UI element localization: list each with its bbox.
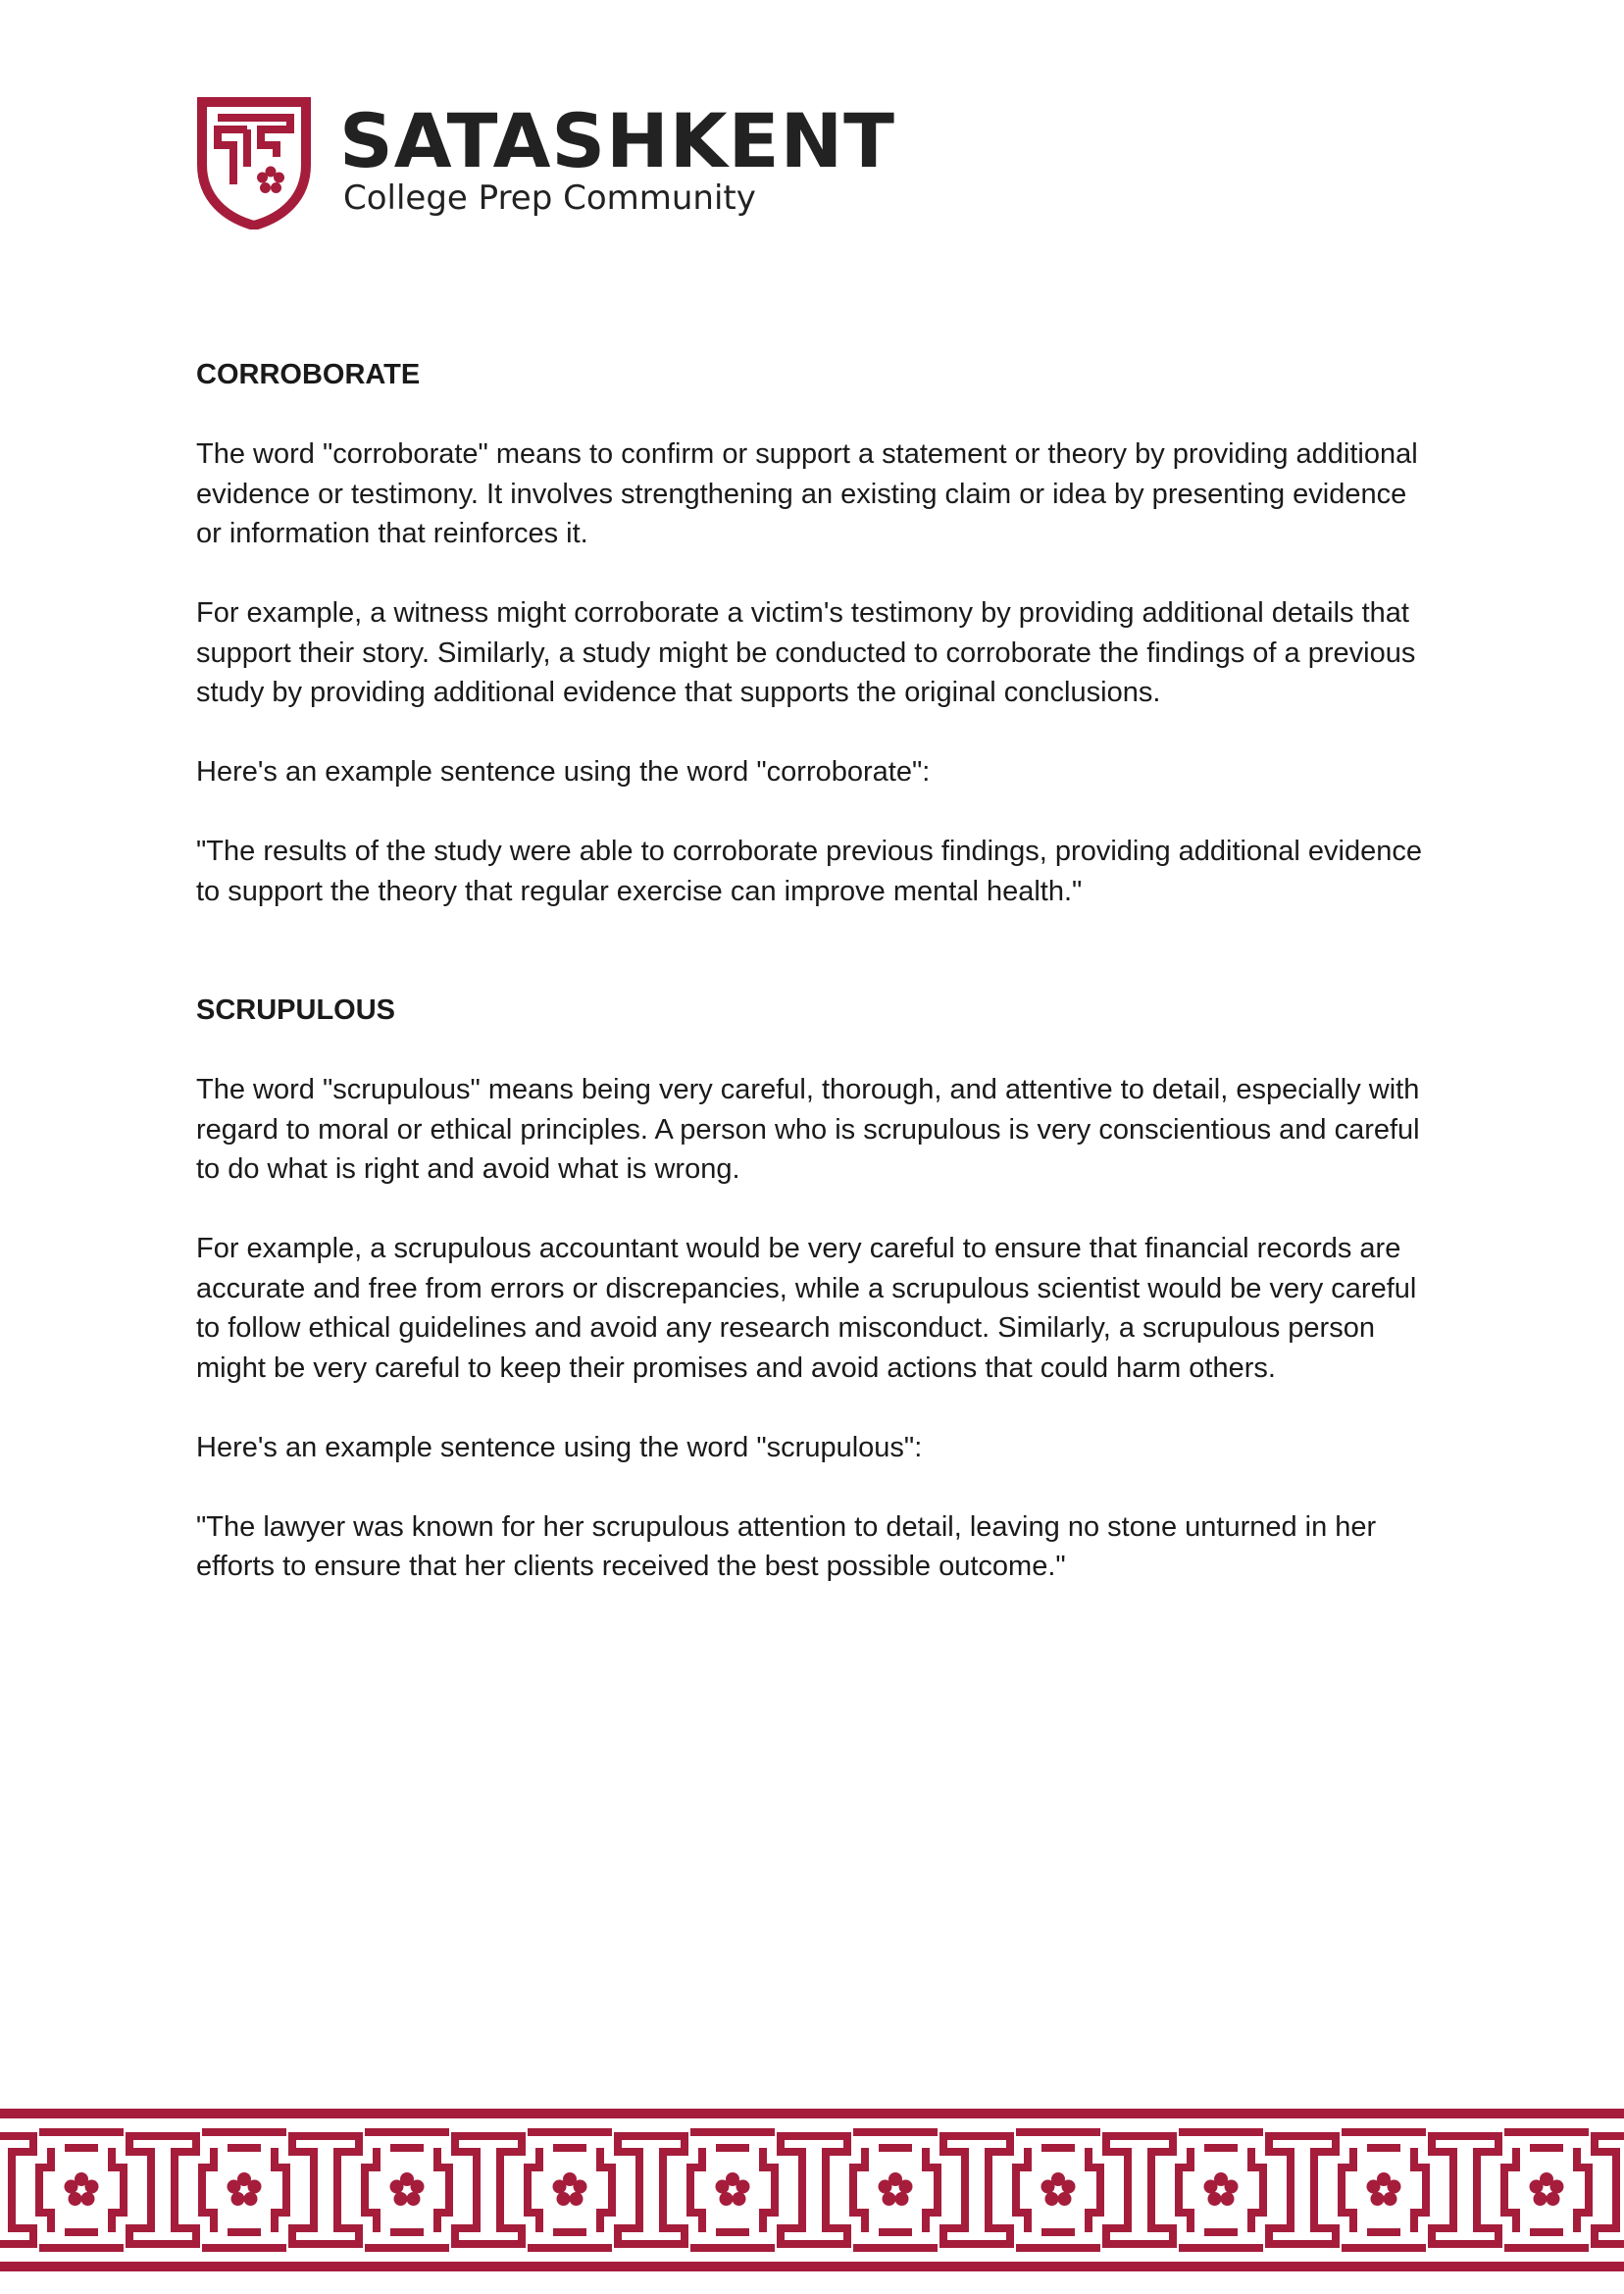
ornamental-border-icon: [0, 2109, 1624, 2271]
sentence-intro: Here's an example sentence using the word "corroborate":: [196, 756, 931, 788]
examples-paragraph: For example, a witness might corroborate a victim's testimony by providing additional details that support their story. Similarly, a study might be conducted to corroborate the findings of a previous study by providing additional evidence that supports the original conclusions.: [196, 597, 1416, 708]
entry-scrupulous: [196, 991, 1432, 1587]
definition-paragraph: The word "corroborate" means to confirm or support a statement or theory by providing additional evidence or testimony. It involves strengthening an existing claim or idea by presenting evidence or information that reinforces it.: [196, 438, 1418, 549]
sentence-intro: Here's an example sentence using the word "scrupulous":: [196, 1431, 923, 1463]
brand-name: SATASHKENT: [339, 97, 896, 184]
example-sentence: "The results of the study were able to corroborate previous findings, providing additional evidence to support the theory that regular exercise can improve mental health.": [196, 836, 1422, 907]
term-heading: SCRUPULOUS: [196, 994, 396, 1026]
brand-subtitle: College Prep Community: [343, 178, 756, 218]
term-heading: CORROBORATE: [196, 359, 421, 390]
example-sentence: "The lawyer was known for her scrupulous attention to detail, leaving no stone unturned in her efforts to ensure that her clients received the best possible outcome.": [196, 1510, 1377, 1582]
definition-paragraph: The word "scrupulous" means being very careful, thorough, and attentive to detail, especially with regard to moral or ethical principles. A person who is scrupulous is very conscientious and careful to do what is right and avoid what is wrong.: [196, 1074, 1420, 1185]
document-body: [196, 355, 1432, 1626]
examples-paragraph: For example, a scrupulous accountant would be very careful to ensure that financial records are accurate and free from errors or discrepancies, while a scrupulous scientist would be very careful to follow ethical guidelines and avoid any research misconduct. Similarly, a scrupulous person might be very careful to keep their promises and avoid actions that could harm others.: [196, 1233, 1417, 1384]
flower-icon: [257, 167, 284, 194]
shield-logo-icon: [196, 96, 312, 229]
entry-corroborate: [196, 355, 1432, 911]
brand-header: [196, 96, 941, 229]
section-spacer: [196, 951, 1432, 992]
